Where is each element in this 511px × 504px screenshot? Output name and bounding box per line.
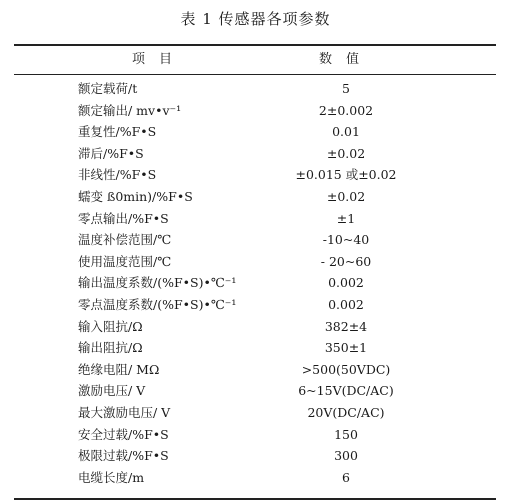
row-name: 激励电压/ V [78, 383, 146, 399]
row-value: 2±0.002 [318, 102, 374, 118]
row-name: 电缆长度/m [78, 469, 145, 485]
row-name: 蠕变 ß0min)/%F•S [78, 188, 193, 204]
table-row [0, 208, 511, 230]
row-name: 重复性/%F•S [78, 124, 157, 140]
table-row [0, 100, 511, 122]
table-row [0, 186, 511, 208]
table-row [0, 445, 511, 467]
table-row [0, 164, 511, 186]
row-value: 0.01 [332, 124, 360, 140]
row-value: 382±4 [324, 318, 368, 334]
row-value: 5 [342, 81, 350, 96]
row-name: 安全过载/%F•S [78, 426, 169, 442]
table-row [0, 229, 511, 251]
row-name: 绝缘电阻/ MΩ [78, 361, 160, 377]
row-value: 20V(DC/AC) [307, 404, 385, 420]
column-header-value: 数值 [318, 52, 373, 67]
table-row [0, 424, 511, 446]
table-row [0, 294, 511, 316]
table-row [0, 272, 511, 294]
table-row [0, 143, 511, 165]
row-value: ±0.015 或±0.02 [295, 167, 397, 183]
row-value: ±1 [336, 210, 356, 226]
row-value: >500(50VDC) [301, 361, 391, 377]
table-row [0, 359, 511, 381]
row-value: 0.002 [328, 296, 364, 312]
table-caption: 表 1 传感器各项参数 [180, 10, 331, 28]
row-name: 输出温度系数/(%F•S)•℃⁻¹ [78, 275, 237, 291]
row-name: 零点输出/%F•S [78, 210, 169, 226]
row-name: 温度补偿范围/℃ [78, 232, 172, 248]
table-row [0, 337, 511, 359]
row-name: 额定载荷/t [78, 81, 138, 96]
table-row [0, 316, 511, 338]
table-row [0, 78, 511, 100]
row-value: 0.002 [328, 275, 364, 291]
top-rule [14, 44, 496, 46]
table-row [0, 380, 511, 402]
row-name: 使用温度范围/℃ [78, 253, 172, 269]
row-value: ±0.02 [326, 188, 366, 204]
row-name: 非线性/%F•S [78, 167, 157, 183]
row-value: - 20~60 [320, 253, 372, 269]
table-row [0, 251, 511, 273]
row-value: 6~15V(DC/AC) [298, 383, 394, 399]
row-value: ±0.02 [326, 145, 366, 161]
row-name: 最大激励电压/ V [78, 404, 171, 420]
table-row [0, 467, 511, 489]
column-header-item: 项目 [131, 52, 186, 67]
row-value: 150 [334, 426, 358, 442]
row-value: -10~40 [322, 232, 370, 248]
row-value: 300 [334, 448, 358, 464]
table-row [0, 121, 511, 143]
row-name: 输入阻抗/Ω [78, 318, 143, 334]
table-body [0, 78, 511, 488]
row-name: 零点温度系数/(%F•S)•℃⁻¹ [78, 296, 237, 312]
row-name: 滞后/%F•S [78, 145, 144, 161]
row-name: 极限过载/%F•S [78, 448, 169, 464]
table-row [0, 402, 511, 424]
header-rule [14, 74, 496, 75]
row-value: 6 [342, 469, 350, 485]
row-name: 额定输出/ mv•v⁻¹ [78, 102, 182, 118]
row-value: 350±1 [324, 340, 368, 356]
row-name: 输出阻抗/Ω [78, 340, 143, 356]
bottom-rule [14, 498, 496, 500]
